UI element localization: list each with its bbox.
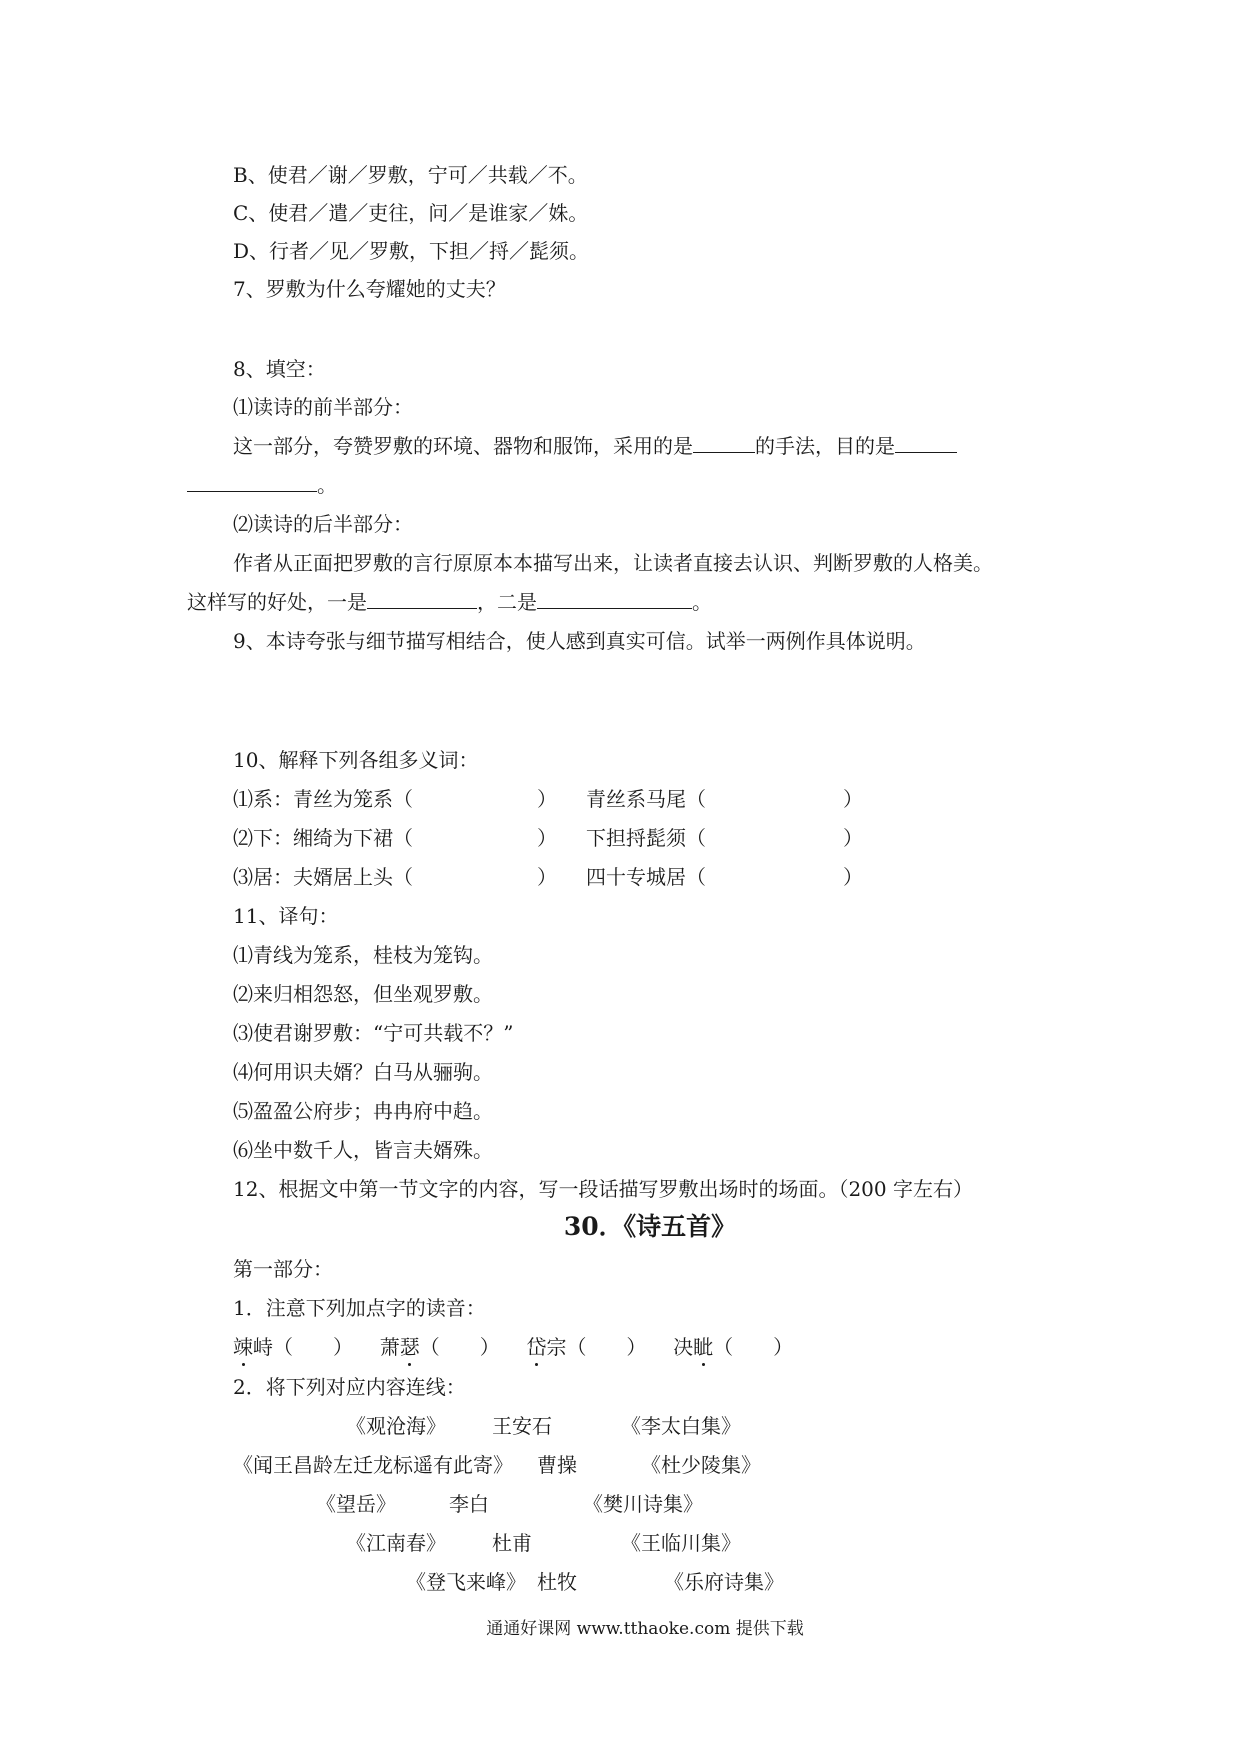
- question-8-part2-text: 作者从正面把罗敷的言行原原本本描写出来，让读者直接去认识、判断罗敷的人格美。: [233, 551, 993, 575]
- q11-item: ⑶使君谢罗敷：“宁可共载不？”: [233, 1021, 514, 1045]
- matching-poem: 《闻王昌龄左迁龙标遥有此寄》: [233, 1453, 513, 1477]
- s1-words-row: [233, 1334, 793, 1360]
- question-8-part1-label: ⑴读诗的前半部分：: [233, 395, 413, 419]
- q10-row-3-end: ）: [843, 865, 863, 889]
- question-9: 9、本诗夸张与细节描写相结合，使人感到真实可信。试举一两例作具体说明。: [233, 629, 926, 653]
- part1-text-b: 的手法，目的是: [755, 434, 895, 458]
- footer-text: 通通好课网 www.tthaoke.com 提供下载: [486, 1619, 804, 1639]
- q11-item: ⑵来归相怨怒，但坐观罗敷。: [233, 982, 493, 1006]
- q10-row-3-left: ⑶居：夫婿居上头（: [233, 865, 413, 889]
- q10-row-1-left: ⑴系：青丝为笼系（: [233, 787, 413, 811]
- matching-author: 杜甫: [492, 1531, 532, 1555]
- q10-row-2-left: ⑵下：缃绮为下裙（: [233, 826, 413, 850]
- question-7: 7、罗敷为什么夸耀她的丈夫？: [233, 277, 506, 301]
- part2-cont-a: 这样写的好处，一是: [187, 590, 367, 614]
- s2-heading: 2．将下列对应内容连线：: [233, 1375, 466, 1399]
- part-one-heading: 第一部分：: [233, 1257, 333, 1281]
- question-8-part2-continuation: [187, 589, 712, 615]
- matching-poem: 《登飞来峰》: [406, 1570, 526, 1594]
- matching-poem: 《望岳》: [316, 1492, 396, 1516]
- part1-end: 。: [317, 473, 337, 497]
- dotted-char: 眦: [693, 1335, 714, 1359]
- q6-option-d: D、行者／见／罗敷，下担／捋／髭须。: [233, 239, 590, 263]
- q11-item: ⑸盈盈公府步；冉冉府中趋。: [233, 1099, 493, 1123]
- dotted-char: 竦: [233, 1335, 253, 1359]
- q10-row-2-mid: ）: [537, 826, 557, 850]
- q11-item: ⑷何用识夫婿？白马从骊驹。: [233, 1060, 493, 1084]
- question-8-part1-line: [233, 433, 957, 459]
- matching-poem: 《观沧海》: [346, 1414, 446, 1438]
- matching-author: 李白: [449, 1492, 489, 1516]
- q10-row-2-end: ）: [843, 826, 863, 850]
- answer-blank[interactable]: [693, 434, 755, 453]
- pronunciation-word: 决眦（ ）: [673, 1335, 794, 1359]
- matching-collection: 《李太白集》: [621, 1414, 741, 1438]
- answer-blank[interactable]: [537, 590, 692, 609]
- matching-collection: 《乐府诗集》: [664, 1570, 784, 1594]
- part1-text-a: 这一部分，夸赞罗敷的环境、器物和服饰，采用的是: [233, 434, 693, 458]
- matching-author: 王安石: [492, 1414, 552, 1438]
- question-8-heading: 8、填空：: [233, 357, 326, 381]
- part2-end: 。: [692, 590, 712, 614]
- q10-row-3-right: 四十专城居（: [586, 865, 706, 889]
- pronunciation-word: 竦峙（ ）: [233, 1335, 353, 1359]
- matching-author: 杜牧: [537, 1570, 577, 1594]
- matching-poem: 《江南春》: [346, 1531, 446, 1555]
- q11-item: ⑹坐中数千人，皆言夫婿殊。: [233, 1138, 493, 1162]
- pronunciation-word: 岱宗（ ）: [526, 1335, 647, 1359]
- q10-row-1-end: ）: [843, 787, 863, 811]
- q10-row-1-right: 青丝系马尾（: [586, 787, 706, 811]
- q6-option-b: B、使君／谢／罗敷，宁可／共载／不。: [233, 163, 588, 187]
- q6-option-c: C、使君／遣／吏往，问／是谁家／姝。: [233, 201, 589, 225]
- matching-collection: 《王临川集》: [621, 1531, 741, 1555]
- question-8-part1-continuation: [187, 472, 337, 498]
- matching-author: 曹操: [537, 1453, 577, 1477]
- answer-blank[interactable]: [187, 473, 317, 492]
- question-10-heading: 10、解释下列各组多义词：: [233, 748, 479, 772]
- q11-item: ⑴青线为笼系，桂枝为笼钩。: [233, 943, 493, 967]
- question-11-heading: 11、译句：: [233, 904, 339, 928]
- s1-heading: 1．注意下列加点字的读音：: [233, 1296, 486, 1320]
- matching-collection: 《杜少陵集》: [641, 1453, 761, 1477]
- q10-row-3-mid: ）: [537, 865, 557, 889]
- question-12: 12、根据文中第一节文字的内容，写一段话描写罗敷出场时的场面。（200 字左右）: [233, 1177, 973, 1201]
- section-title: 30．《诗五首》: [563, 1212, 737, 1241]
- q10-row-1-mid: ）: [537, 787, 557, 811]
- question-8-part2-label: ⑵读诗的后半部分：: [233, 512, 413, 536]
- matching-collection: 《樊川诗集》: [583, 1492, 703, 1516]
- answer-blank[interactable]: [895, 434, 957, 453]
- part2-cont-b: ，二是: [477, 590, 537, 614]
- answer-blank[interactable]: [367, 590, 477, 609]
- pronunciation-word: 萧瑟（ ）: [379, 1335, 500, 1359]
- dotted-char: 瑟: [399, 1335, 420, 1359]
- dotted-char: 岱: [526, 1335, 547, 1359]
- q10-row-2-right: 下担捋髭须（: [586, 826, 706, 850]
